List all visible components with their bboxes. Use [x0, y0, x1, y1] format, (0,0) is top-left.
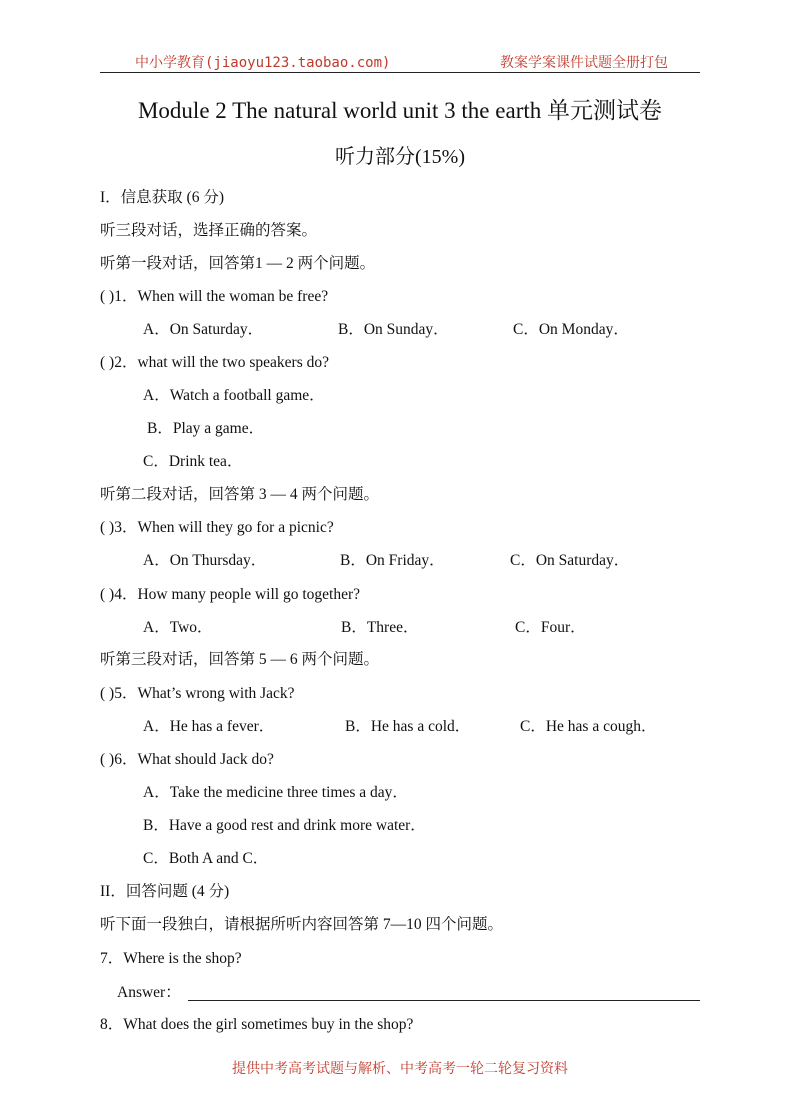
q2-option-c: C．Drink tea． — [143, 453, 243, 470]
dialog2-instruction: 听第二段对话，回答第 3 — 4 两个问题。 — [100, 486, 380, 503]
q1-option-a: A．On Saturday． — [143, 321, 264, 338]
question-2: ( )2．what will the two speakers do? — [100, 354, 329, 371]
question-5: ( )5．What’s wrong with Jack? — [100, 685, 295, 702]
q1-option-b: B．On Sunday． — [338, 321, 449, 338]
q6-option-a: A．Take the medicine three times a day． — [143, 784, 408, 801]
q3-option-c: C．On Saturday． — [510, 552, 630, 569]
answer-label: Answer： — [117, 984, 181, 1001]
q3-option-a: A．On Thursday． — [143, 552, 267, 569]
question-6: ( )6．What should Jack do? — [100, 751, 274, 768]
q4-option-b: B．Three． — [341, 619, 419, 636]
question-1: ( )1．When will the woman be free? — [100, 288, 329, 305]
section2-intro: 听下面一段独白，请根据所听内容回答第 7—10 四个问题。 — [100, 916, 504, 933]
header-left-text: 中小学教育(jiaoyu123.taobao.com) — [135, 55, 391, 71]
q5-option-c: C．He has a cough． — [520, 718, 657, 735]
question-4: ( )4．How many people will go together? — [100, 586, 360, 603]
dialog3-instruction: 听第三段对话，回答第 5 — 6 两个问题。 — [100, 651, 380, 668]
q1-option-c: C．On Monday． — [513, 321, 629, 338]
question-3: ( )3．When will they go for a picnic? — [100, 519, 334, 536]
q6-option-b: B．Have a good rest and drink more water． — [143, 817, 426, 834]
answer-blank-line[interactable] — [188, 1000, 700, 1001]
q2-option-b: B．Play a game． — [147, 420, 265, 437]
dialog1-instruction: 听第一段对话，回答第1 — 2 两个问题。 — [100, 255, 376, 272]
q2-option-a: A．Watch a football game． — [143, 387, 325, 404]
section2-heading: II．回答问题 (4 分) — [100, 883, 230, 900]
section1-intro: 听三段对话，选择正确的答案。 — [100, 222, 318, 239]
q4-option-c: C．Four． — [515, 619, 586, 636]
section1-heading: I．信息获取 (6 分) — [100, 189, 224, 206]
page-footer: 提供中考高考试题与解析、中考高考一轮二轮复习资料 — [232, 1061, 568, 1077]
header-right-text: 教案学案课件试题全册打包 — [500, 55, 668, 71]
q6-option-c: C．Both A and C． — [143, 850, 269, 867]
q5-option-b: B．He has a cold． — [345, 718, 471, 735]
document-subtitle: 听力部分(15%) — [335, 146, 465, 168]
document-title: Module 2 The natural world unit 3 the earth 单元测试卷 — [137, 98, 662, 123]
q4-option-a: A．Two． — [143, 619, 213, 636]
page-header — [100, 50, 700, 73]
question-8: 8．What does the girl sometimes buy in the shop? — [100, 1016, 414, 1033]
question-7: 7．Where is the shop? — [100, 950, 242, 967]
q3-option-b: B．On Friday． — [340, 552, 445, 569]
q5-option-a: A．He has a fever． — [143, 718, 275, 735]
